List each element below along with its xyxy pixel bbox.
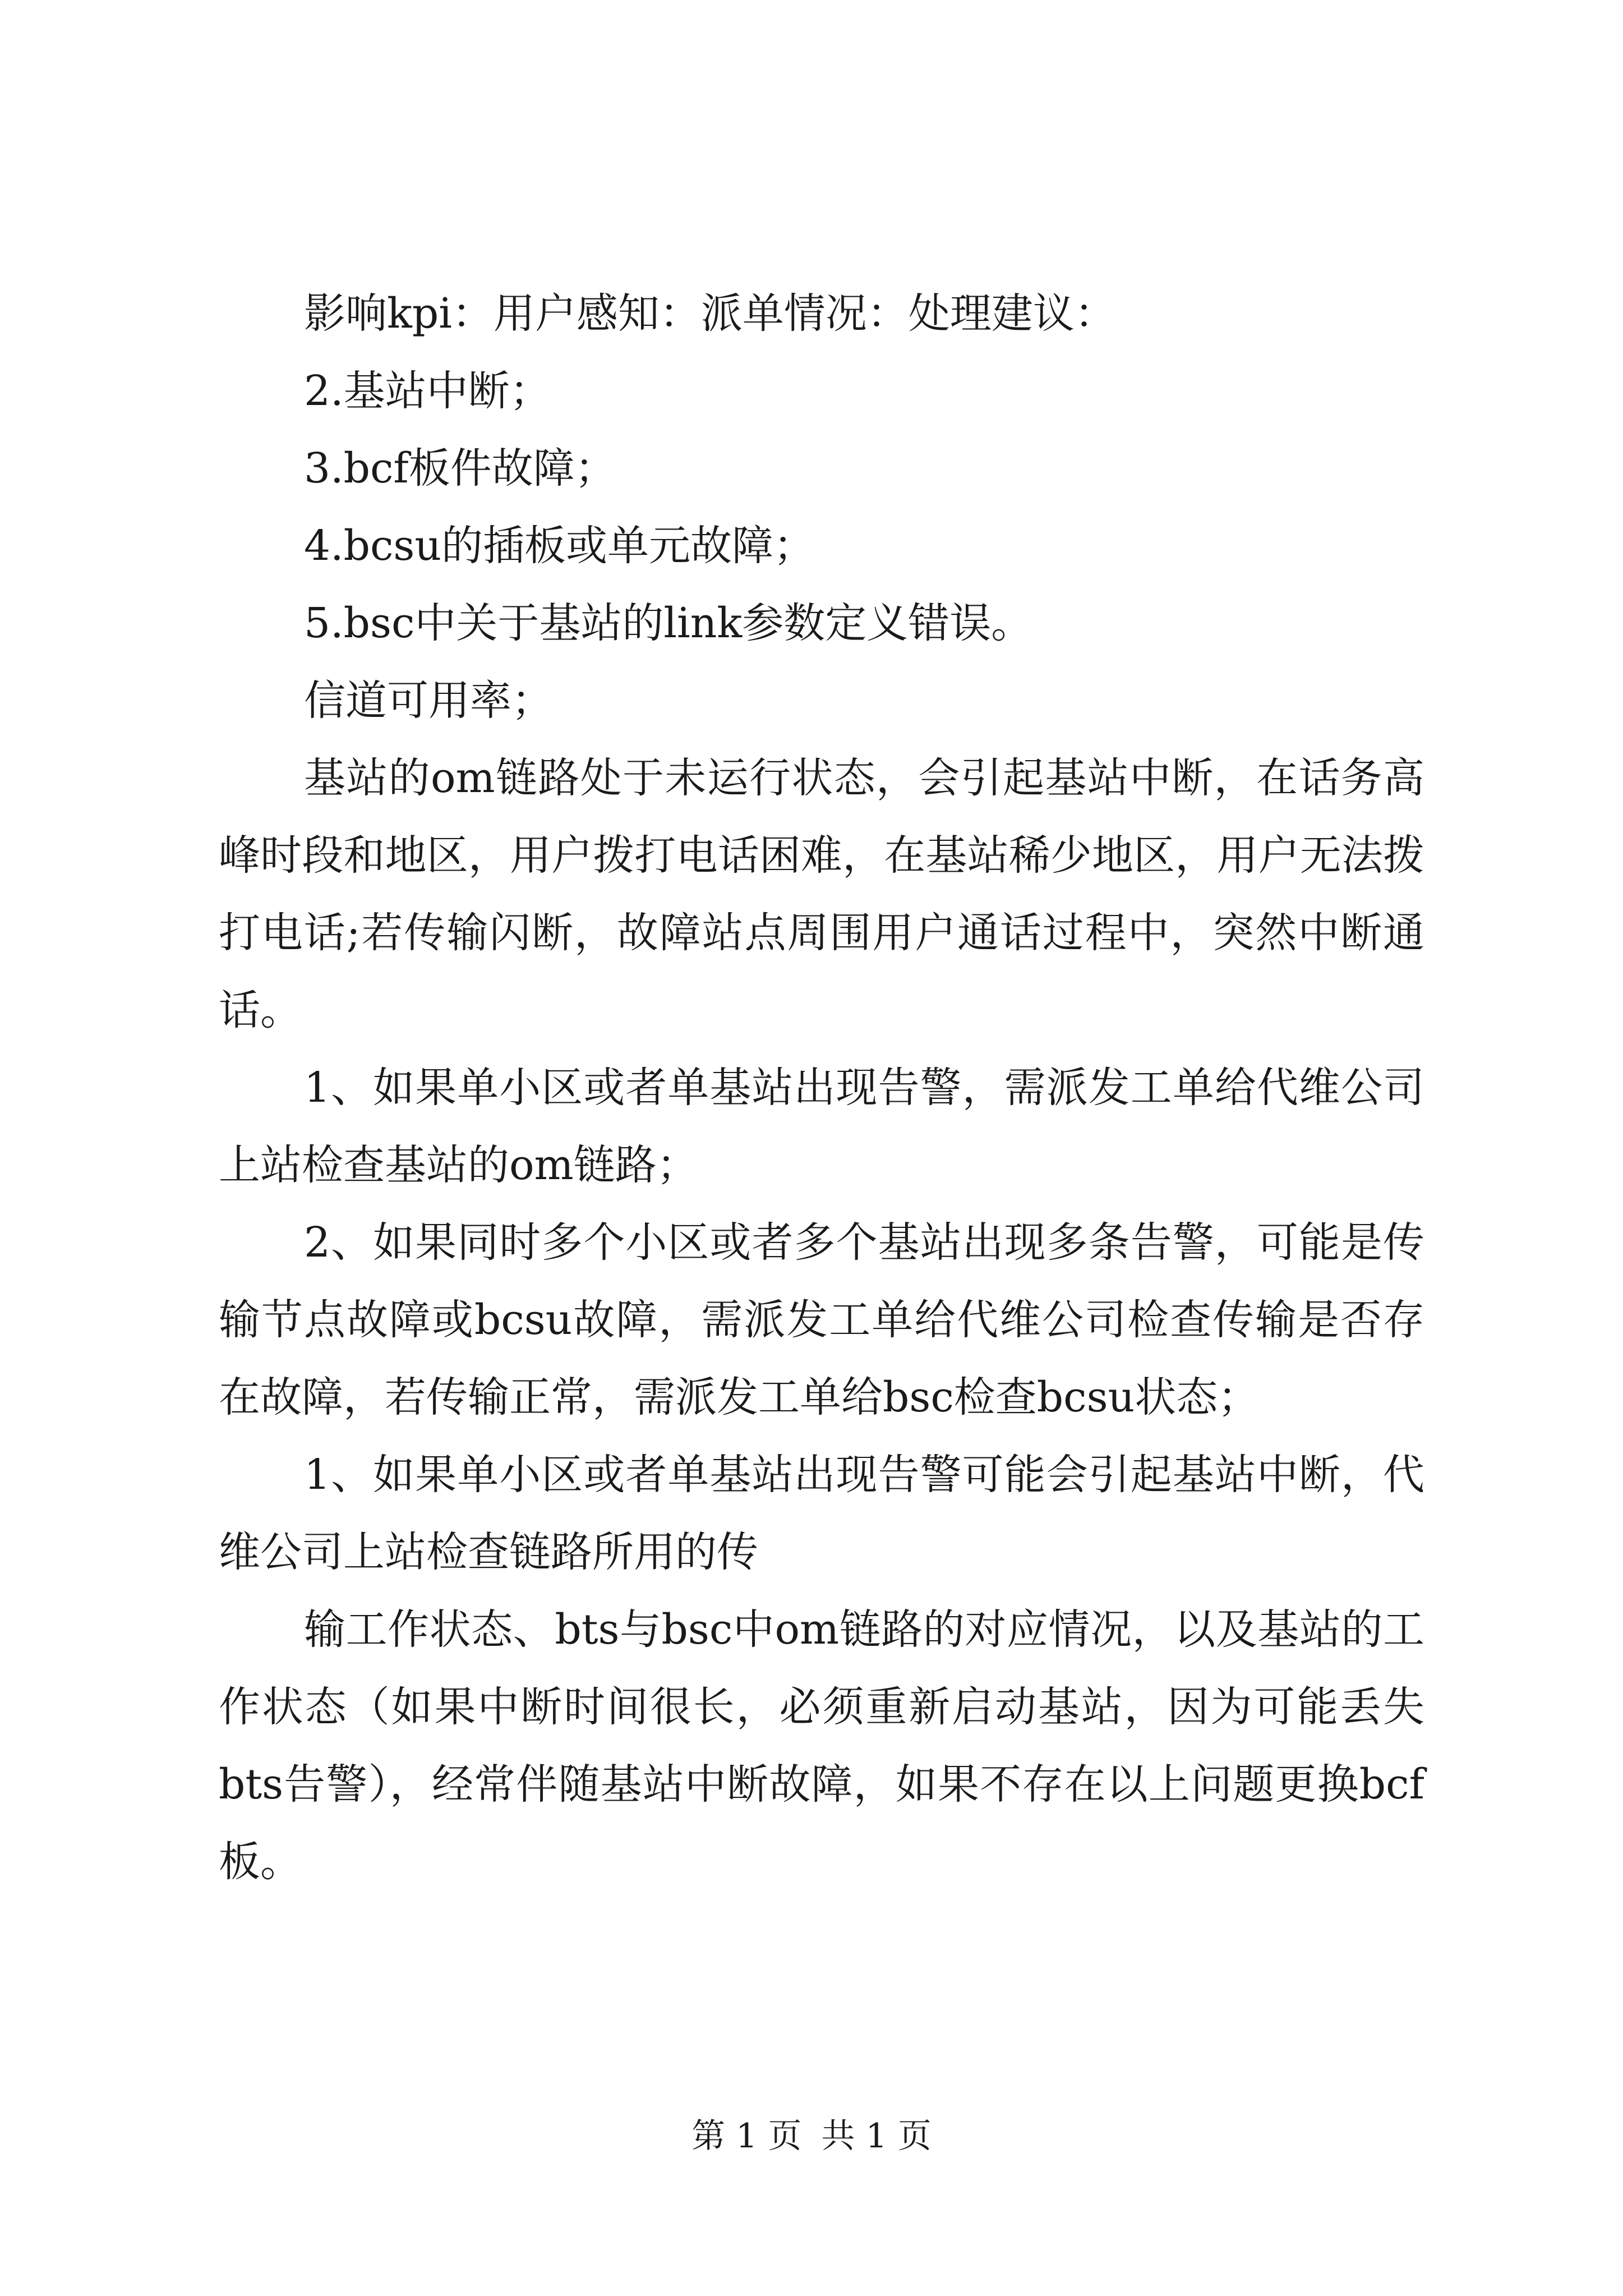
paragraph-dispatch-1: 1、如果单小区或者单基站出现告警可能会引起基站中断，代维公司上站检查链路所用的传	[219, 1451, 1424, 1576]
paragraph-item-3: 3.bcf板件故障；	[304, 444, 616, 493]
paragraph-item-5: 5.bsc中关于基站的link参数定义错误。	[304, 599, 1033, 647]
page-number: 第 1 页	[691, 2116, 802, 2156]
paragraph-suggestion-2: 2、如果同时多个小区或者多个基站出现多条告警，可能是传输节点故障或bcsu故障，需派发工单给代维公司检查传输是否存在故障，若传输正常，需派发工单给bsc检查bcsu状态；	[219, 1218, 1424, 1421]
paragraph-suggestion-1: 1、如果单小区或者单基站出现告警，需派发工单给代维公司上站检查基站的om链路；	[219, 1064, 1424, 1189]
paragraph-item-2: 2.基站中断；	[304, 367, 551, 415]
paragraph-item-4: 4.bcsu的插板或单元故障；	[304, 522, 815, 570]
document-body	[219, 275, 1424, 1901]
paragraph-channel-availability: 信道可用率；	[304, 677, 553, 725]
paragraph-kpi-heading: 影响kpi：用户感知：派单情况：处理建议：	[304, 289, 1116, 338]
page-footer	[0, 2114, 1623, 2159]
paragraph-dispatch-continued: 输工作状态、bts与bsc中om链路的对应情况，以及基站的工作状态（如果中断时间很长，必须重新启动基站，因为可能丢失bts告警），经常伴随基站中断故障，如果不存在以上问题更换bcf板。	[219, 1605, 1424, 1886]
paragraph-om-link-impact: 基站的om链路处于未运行状态，会引起基站中断，在话务高峰时段和地区，用户拨打电话困难，在基站稀少地区，用户无法拨打电话;若传输闪断，故障站点周围用户通话过程中，突然中断通话。	[219, 754, 1424, 1034]
page-total: 共 1 页	[821, 2116, 932, 2156]
